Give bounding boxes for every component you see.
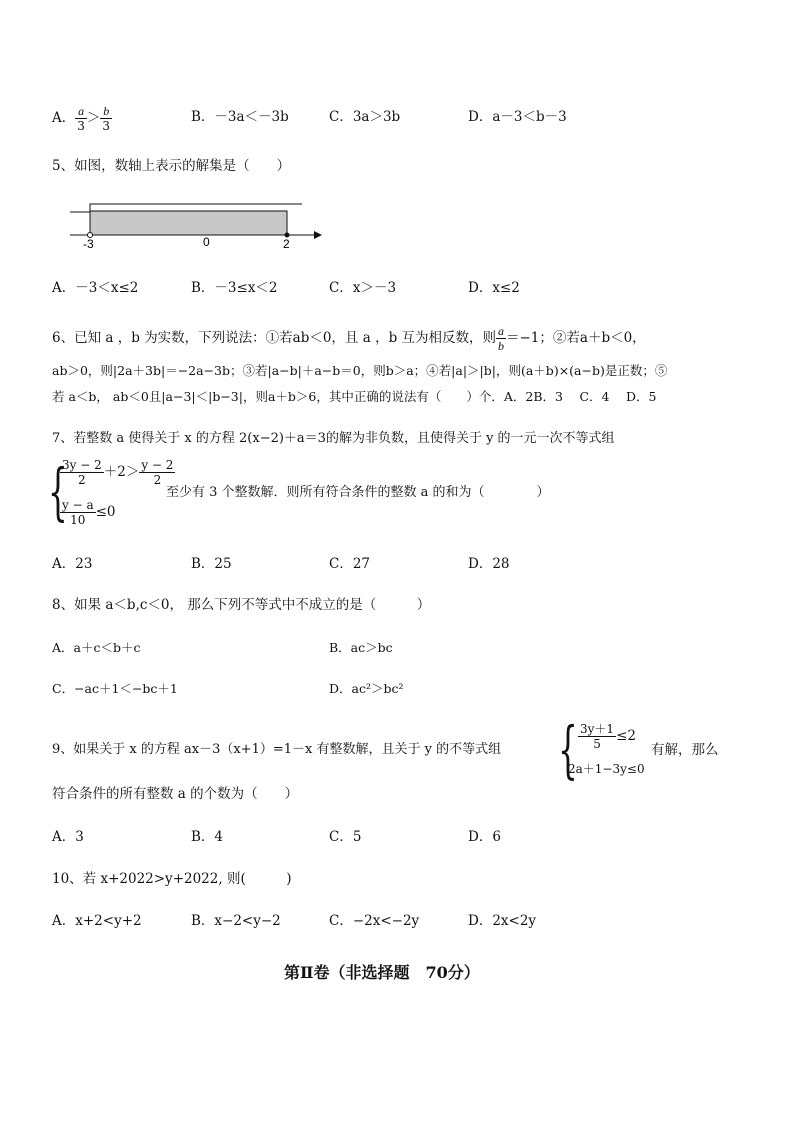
q8-option-c: C．−ac＋1＜−bc＋1 [52,681,178,696]
q7-line1: 7、若整数 a 使得关于 x 的方程 2(x−2)＋a＝3的解为非负数，且使得关于 y 的一元一次不等式组 [52,431,615,446]
greater-than-sign: ＞ [86,110,101,126]
fraction-numerator: 3y − 2 [62,458,102,472]
q5-option-a: A．－3＜x≤2 [52,280,139,296]
fraction-numerator: y − 2 [141,458,174,472]
q5-stem: 5、如图，数轴上表示的解集是（ ） [52,158,291,174]
plus-two-greater: ＋2＞ [103,464,140,480]
q6-fraction-a-over-b [496,324,506,353]
q4-option-d: D．a－3＜b－3 [468,109,567,125]
less-equal-zero: ≤0 [95,504,116,520]
q9-option-c: C．5 [329,829,362,845]
section-title: 第Ⅱ卷（非选择题 70分） [284,963,480,982]
q10-option-c: C．−2x<−2y [329,913,420,929]
q8-option-b: B．ac＞bc [329,640,393,655]
fraction-numerator: 3y＋1 [580,722,615,736]
q10-option-a: A．x+2<y+2 [52,913,142,929]
q6-line3: 若 a＜b， ab＜0且|a−3|＜|b−3|，则a＋b＞6，其中正确的说法有（ ）个．A．2B．3 C．4 D．5 [52,389,657,404]
q5-option-d: D．x≤2 [468,280,520,296]
number-line-figure [60,198,332,254]
q5-option-c: C．x＞－3 [329,280,397,296]
q9-system-row1 [578,722,636,751]
q8-option-d: D．ac²＞bc² [329,681,404,696]
q9-line1-tail: 有解，那么 [651,742,719,758]
q4-option-a [52,104,112,133]
fraction-denominator: 2 [60,472,104,487]
q9-fraction [578,722,616,751]
fraction-numerator: a [78,104,85,118]
q6-line1-text: 6、已知 a ，b 为实数，下列说法：①若ab＜0，且 a ，b 互为相反数，则 [52,330,496,346]
tick-label-0: 0 [203,235,210,249]
fraction-denominator: 3 [77,119,85,133]
q7-option-d: D．28 [468,556,510,572]
q6-line1 [52,324,646,353]
q4-option-c: C．3a＞3b [329,109,401,125]
q9-option-a: A．3 [52,829,84,845]
q7-option-c: C．27 [329,556,371,572]
q9-line1: 9、如果关于 x 的方程 ax－3（x+1）=1－x 有整数解，且关于 y 的不等式组 [52,742,502,757]
less-equal-two: ≤2 [616,728,636,744]
q7-option-a: A．23 [52,556,93,572]
shaded-solution-region [90,211,287,235]
q9-system-brace: { [558,713,578,786]
q9-option-d: D．6 [468,829,501,845]
q7-tail: 至少有 3 个整数解．则所有符合条件的整数 a 的和为（ ） [166,485,550,500]
q10-option-d: D．2x<2y [468,913,537,929]
q7-system-brace: { [48,455,68,528]
q6-line2: ab＞0，则|2a＋3b|＝−2a−3b；③若|a−b|＋a−b＝0，则b＞a；④若|a|＞|b|，则(a＋b)×(a−b)是正数；⑤ [52,363,668,378]
q6-line1-tail: ＝−1；②若a＋b＜0， [506,330,646,346]
q4-option-b: B．－3a＜－3b [191,109,289,125]
q10-option-b: B．x−2<y−2 [191,913,281,929]
q7-system-row2 [60,498,116,527]
q7-fraction-row2 [60,498,96,527]
q9-system-row2: 2a＋1−3y≤0 [568,762,645,776]
q7-option-b: B．25 [191,556,232,572]
fraction-numerator: y − a [62,498,94,512]
q4-option-a-right-fraction [100,104,112,133]
q5-option-b: B．－3≤x＜2 [191,280,278,296]
tick-label-minus-3: -3 [83,237,94,251]
q4-option-a-prefix: A． [52,110,76,126]
fraction-denominator: 2 [139,472,175,487]
fraction-denominator: 3 [102,119,111,133]
q7-fraction-left [60,458,104,487]
fraction-denominator: 10 [60,512,96,527]
q7-fraction-right [139,458,175,487]
q9-option-b: B．4 [191,829,224,845]
q4-option-a-left-fraction [75,104,87,133]
fraction-numerator: b [103,104,110,118]
q8-stem: 8、如果 a＜b,c＜0， 那么下列不等式中不成立的是（ ） [52,597,431,613]
tick-label-2: 2 [283,237,290,251]
fraction-numerator: a [498,324,504,338]
fraction-denominator: 5 [578,736,616,751]
fraction-denominator: b [498,339,504,353]
number-line-arrowhead [314,231,322,239]
q7-system-row1 [60,458,175,487]
q9-line2: 符合条件的所有整数 a 的个数为（ ） [52,786,299,802]
q10-stem: 10、若 x+2022>y+2022, 则( ) [52,871,292,887]
q8-option-a: A．a＋c＜b＋c [52,640,141,655]
